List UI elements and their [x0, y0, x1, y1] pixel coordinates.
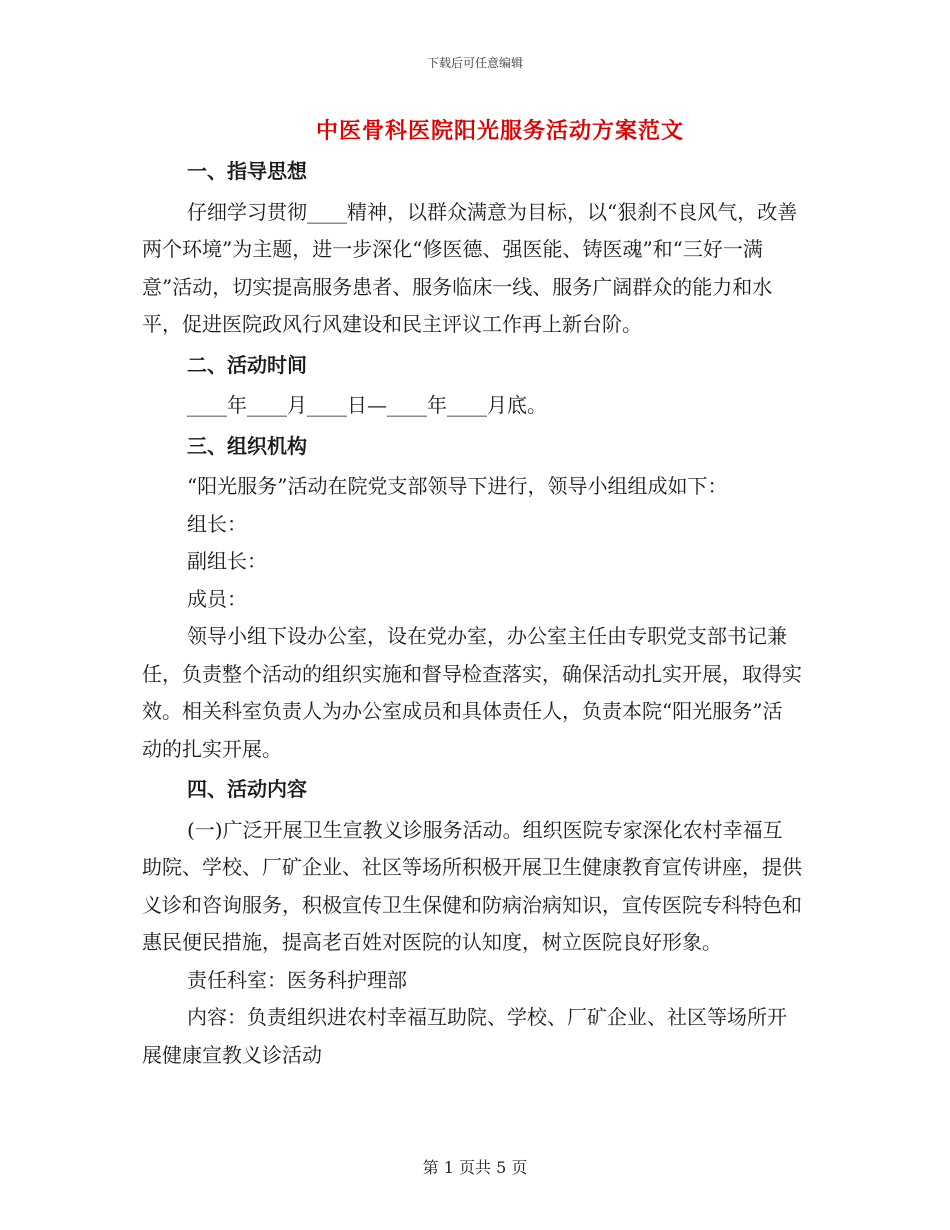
paragraph: 副组长：	[187, 549, 267, 573]
document-body	[142, 150, 802, 1074]
page-footer: 第 1 页共 5 页	[422, 1158, 528, 1177]
paragraph: 仔细学习贯彻____精神，以群众满意为目标，以“狠刹不良风气，改善两个环境”为主题，进一步深化“修医德、强医能、铸医魂”和“三好一满意”活动，切实提高服务患者、服务临床一线、服务广阔群众的能力和水平，促进医院政风行风建设和民主评议工作再上新台阶。	[142, 199, 798, 336]
document-title: 中医骨科医院阳光服务活动方案范文	[315, 118, 684, 144]
section-heading-4: 四、活动内容	[187, 777, 307, 801]
section-heading-2: 二、活动时间	[187, 352, 307, 377]
paragraph: 内容：负责组织进农村幸福互助院、学校、厂矿企业、社区等场所开展健康宣教义诊活动	[142, 1005, 787, 1067]
section-heading-1: 一、指导思想	[187, 159, 307, 183]
section-heading-3: 三、组织机构	[187, 433, 307, 458]
paragraph: 组长：	[187, 511, 247, 536]
paragraph: “阳光服务”活动在院党支部领导下进行，领导小组组成如下：	[187, 474, 728, 498]
paragraph: 成员：	[187, 586, 247, 611]
paragraph: (一)广泛开展卫生宣教义诊服务活动。组织医院专家深化农村幸福互助院、学校、厂矿企业、社区等场所积极开展卫生健康教育宣传讲座，提供义诊和咨询服务，积极宣传卫生保健和防病治病知识，宣传医院专科特色和惠民便民措施，提高老百姓对医院的认知度，树立医院良好形象。	[142, 817, 802, 954]
paragraph: 责任科室：医务科护理部	[187, 967, 407, 992]
paragraph: 领导小组下设办公室，设在党办室，办公室主任由专职党支部书记兼任，负责整个活动的组织实施和督导检查落实，确保活动扎实开展，取得实效。相关科室负责人为办公室成员和具体责任人，负责本院“阳光服务”活动的扎实开展。	[142, 624, 802, 761]
header-note: 下载后可任意编辑	[426, 56, 523, 70]
paragraph: ____年____月____日—____年____月底。	[187, 393, 547, 417]
